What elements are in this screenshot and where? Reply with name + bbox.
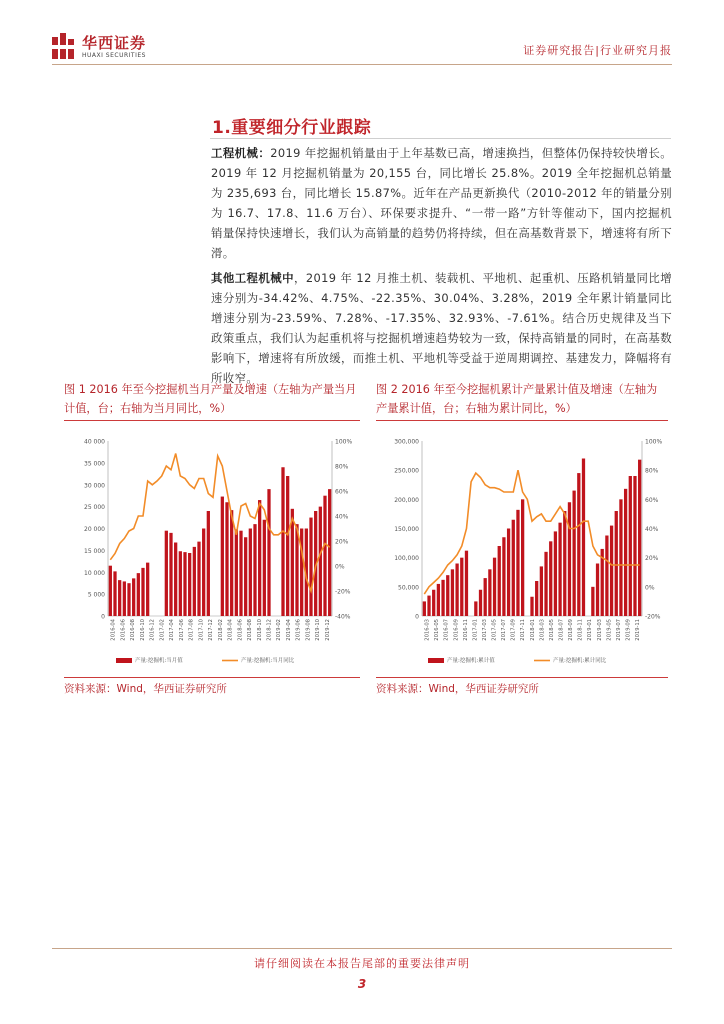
bar [549,541,552,616]
paragraph-lead: 工程机械： [211,146,271,160]
y-left-tick-label: 25 000 [84,504,105,512]
x-tick-label: 2017-11 [520,619,527,641]
bar [605,536,608,617]
bar [596,564,599,617]
bar [465,551,468,616]
x-tick-label: 2019-03 [596,619,603,641]
header-divider [52,64,672,65]
y-right-tick-label: 20% [335,538,349,546]
figure-1-chart [64,421,360,677]
bar [638,460,641,616]
bar [568,502,571,616]
bar [535,581,538,616]
x-tick-label: 2017-03 [481,619,488,641]
bar [460,558,463,616]
bar [123,581,126,616]
bar [197,542,200,616]
x-tick-label: 2019-09 [625,619,632,641]
x-tick-label: 2016-04 [110,619,117,641]
bar [446,575,449,616]
bar [323,496,326,616]
bar [239,531,242,616]
bar [507,529,510,617]
x-tick-label: 2019-01 [587,619,594,641]
y-right-tick-label: 0% [335,563,345,571]
x-tick-label: 2018-12 [266,619,273,641]
y-left-tick-label: 150,000 [394,526,419,533]
bar [554,531,557,616]
page-number: 3 [357,977,367,991]
x-tick-label: 2018-07 [558,619,565,641]
logo-text-cn: 华西证券 [82,34,147,52]
x-tick-label: 2016-03 [424,619,431,641]
y-right-tick-label: 60% [335,488,349,496]
x-tick-label: 2018-02 [217,619,224,641]
x-tick-label: 2019-12 [324,619,331,641]
bar [455,564,458,617]
figure-2-caption: 图 2 2016 年至今挖掘机累计产量累计值及增速（左轴为产量累计值，台；右轴为累计同比，%） [376,383,658,415]
bar [624,489,627,616]
paragraph-other-machinery [211,268,672,388]
y-left-tick-label: 200,000 [394,496,419,504]
figure-1-caption: 图 1 2016 年至今挖掘机当月产量及增速（左轴为产量当月计值，台；右轴为当月同比，%） [64,383,357,415]
bar [235,529,238,616]
y-left-tick-label: 0 [415,613,419,621]
x-tick-label: 2017-12 [208,619,215,641]
paragraph-body: ，2019 年 12 月推土机、装载机、平地机、起重机、压路机销量同比增速分别为-34.42%、4.75%、-22.35%、30.04%、3.28%，2019 全年累计销量同比增速分别为-23.59%、7.28%、-17.35%、32.93%、-7.61%。结合历史规律及当下政策重点，我们认为起重机将与挖掘机增速趋势较为一致，保持高销量的同时，在高基数影响下，增速将有所放缓，而推土机、平地机等受益于逆周期调控、基建发力，降幅将有所收窄。 [211,271,672,385]
x-tick-label: 2019-08 [305,619,312,641]
bar [615,511,618,616]
figure-2-source: 资料来源：Wind，华西证券研究所 [376,683,539,695]
bar [207,511,210,616]
figure-1-frame [64,420,360,678]
legend-bar-swatch [428,658,444,663]
x-tick-label: 2019-07 [615,619,622,641]
bar [295,524,298,616]
bar [633,476,636,616]
x-tick-label: 2019-10 [315,619,322,641]
bar [258,500,261,616]
x-tick-label: 2016-12 [149,619,156,641]
bar [286,476,289,616]
y-left-tick-label: 20 000 [84,526,105,533]
bar [591,587,594,616]
bar [610,526,613,616]
x-tick-label: 2018-08 [247,619,254,641]
bar [202,529,205,617]
y-right-tick-label: 80% [335,463,349,471]
x-tick-label: 2018-09 [568,619,575,641]
x-tick-label: 2016-05 [434,619,441,641]
y-left-tick-label: 10 000 [84,569,105,577]
y-left-tick-label: 40 000 [84,438,105,446]
bar [516,510,519,616]
bar [493,558,496,616]
legend-line-label: 产量:挖掘机:累计同比 [553,658,607,664]
section-title: 1.重要细分行业跟踪 [212,118,372,138]
bar [137,573,140,616]
footer-divider [52,948,672,949]
bar [328,489,331,616]
x-tick-label: 2017-04 [169,619,176,641]
x-tick-label: 2017-05 [491,619,498,641]
bar [281,467,284,616]
legend-bar-label: 产量:挖掘机:当月值 [135,658,183,664]
bar [484,578,487,616]
bar [183,552,186,616]
y-left-tick-label: 100,000 [394,555,419,563]
bar [451,569,454,616]
x-tick-label: 2018-10 [256,619,263,641]
bar [225,502,228,616]
x-tick-label: 2019-11 [635,619,642,641]
bar [558,523,561,616]
bar [169,533,172,616]
logo-text-en: HUAXI SECURITIES [82,52,146,59]
bar [577,473,580,616]
legend-bar-label: 产量:挖掘机:累计值 [447,658,495,664]
bar [188,553,191,616]
bar [263,520,266,616]
legend-bar-swatch [116,658,132,663]
page-header [0,0,724,70]
bar [249,529,252,617]
y-right-tick-label: -20% [645,613,661,621]
figure-2-chart [376,421,668,677]
x-tick-label: 2017-06 [178,619,185,641]
y-right-tick-label: -40% [335,613,351,621]
paragraph-construction-machinery [211,143,672,263]
bar [309,518,312,616]
bar [544,552,547,616]
bar [253,524,256,616]
section-divider [210,138,671,139]
x-tick-label: 2017-07 [501,619,508,641]
x-tick-label: 2016-10 [139,619,146,641]
x-tick-label: 2018-11 [577,619,584,641]
bar [479,590,482,616]
y-right-tick-label: 20% [645,555,659,563]
huaxi-logo-icon [52,33,74,59]
bar [319,507,322,616]
bar [174,543,177,617]
bar [521,499,524,616]
x-tick-label: 2019-06 [295,619,302,641]
x-tick-label: 2016-09 [453,619,460,641]
bar [582,459,585,617]
y-right-tick-label: -20% [335,588,351,596]
bar [267,489,270,616]
y-right-tick-label: 100% [335,438,353,446]
x-tick-label: 2016-07 [443,619,450,641]
bar [432,590,435,616]
x-tick-label: 2018-01 [529,619,536,641]
report-type-label: 证券研究报告|行业研究月报 [523,44,672,57]
bar [146,563,149,616]
x-tick-label: 2019-04 [285,619,292,641]
y-left-tick-label: 300,000 [394,438,419,446]
bar [244,537,247,616]
x-tick-label: 2016-08 [130,619,137,641]
bar [113,571,116,616]
bar [109,566,112,616]
bar [619,499,622,616]
y-left-tick-label: 30 000 [84,482,105,490]
bar [179,551,182,616]
y-left-tick-label: 250,000 [394,467,419,475]
bar [502,537,505,616]
bar [423,601,426,616]
bar [127,583,130,616]
paragraph-body: 2019 年挖掘机销量由于上年基数已高，增速换挡，但整体仍保持较快增长。2019 年 12 月挖掘机销量为 20,155 台，同比增长 25.8%。2019 全年挖掘机总销量为 235,693 台，同比增长 15.87%。近年在产品更新换代（2010-2012 年的销量分别为 16.7、17.8、11.6 万台）、环保要求提升、“一带一路”方针等催动下，国内挖掘机销量保持快速增长，我们认为高销量的趋势仍将持续，但在高基数背景下，增速将有所下滑。 [211,146,672,260]
x-tick-label: 2018-03 [539,619,546,641]
bar [540,566,543,616]
y-right-tick-label: 0% [645,584,655,592]
y-left-tick-label: 15 000 [84,547,105,555]
y-left-tick-label: 50,000 [398,584,419,592]
x-tick-label: 2017-09 [510,619,517,641]
x-tick-label: 2019-02 [276,619,283,641]
x-tick-label: 2017-08 [188,619,195,641]
bar [221,497,224,616]
y-left-tick-label: 0 [101,613,105,621]
bar [563,511,566,616]
bar [512,520,515,616]
y-right-tick-label: 40% [335,513,349,521]
bar [629,476,632,616]
x-tick-label: 2016-11 [462,619,469,641]
y-left-tick-label: 5 000 [87,591,105,599]
x-tick-label: 2016-06 [120,619,127,641]
y-right-tick-label: 100% [645,438,663,446]
x-tick-label: 2018-05 [548,619,555,641]
bar [427,596,430,616]
paragraph-lead: 其他工程机械中 [211,271,294,285]
y-right-tick-label: 40% [645,526,659,533]
legal-disclaimer: 请仔细阅读在本报告尾部的重要法律声明 [254,957,470,970]
bar [488,569,491,616]
bar [437,584,440,616]
bar [141,568,144,616]
bar [118,580,121,616]
figure-1-source: 资料来源：Wind，华西证券研究所 [64,683,227,695]
bar [193,547,196,616]
bar [498,546,501,616]
y-right-tick-label: 80% [645,467,659,475]
x-tick-label: 2017-01 [472,619,479,641]
x-tick-label: 2017-10 [198,619,205,641]
bar [230,510,233,616]
bar [132,578,135,616]
x-tick-label: 2018-04 [227,619,234,641]
bar [572,491,575,616]
bar [530,597,533,616]
bar [474,601,477,616]
x-tick-label: 2018-06 [237,619,244,641]
figure-2-frame [376,420,668,678]
y-right-tick-label: 60% [645,496,659,504]
x-tick-label: 2019-05 [606,619,613,641]
bar [165,531,168,616]
x-tick-label: 2017-02 [159,619,166,641]
bar [441,580,444,616]
legend-line-label: 产量:挖掘机:当月同比 [241,658,295,664]
y-left-tick-label: 35 000 [84,460,105,468]
